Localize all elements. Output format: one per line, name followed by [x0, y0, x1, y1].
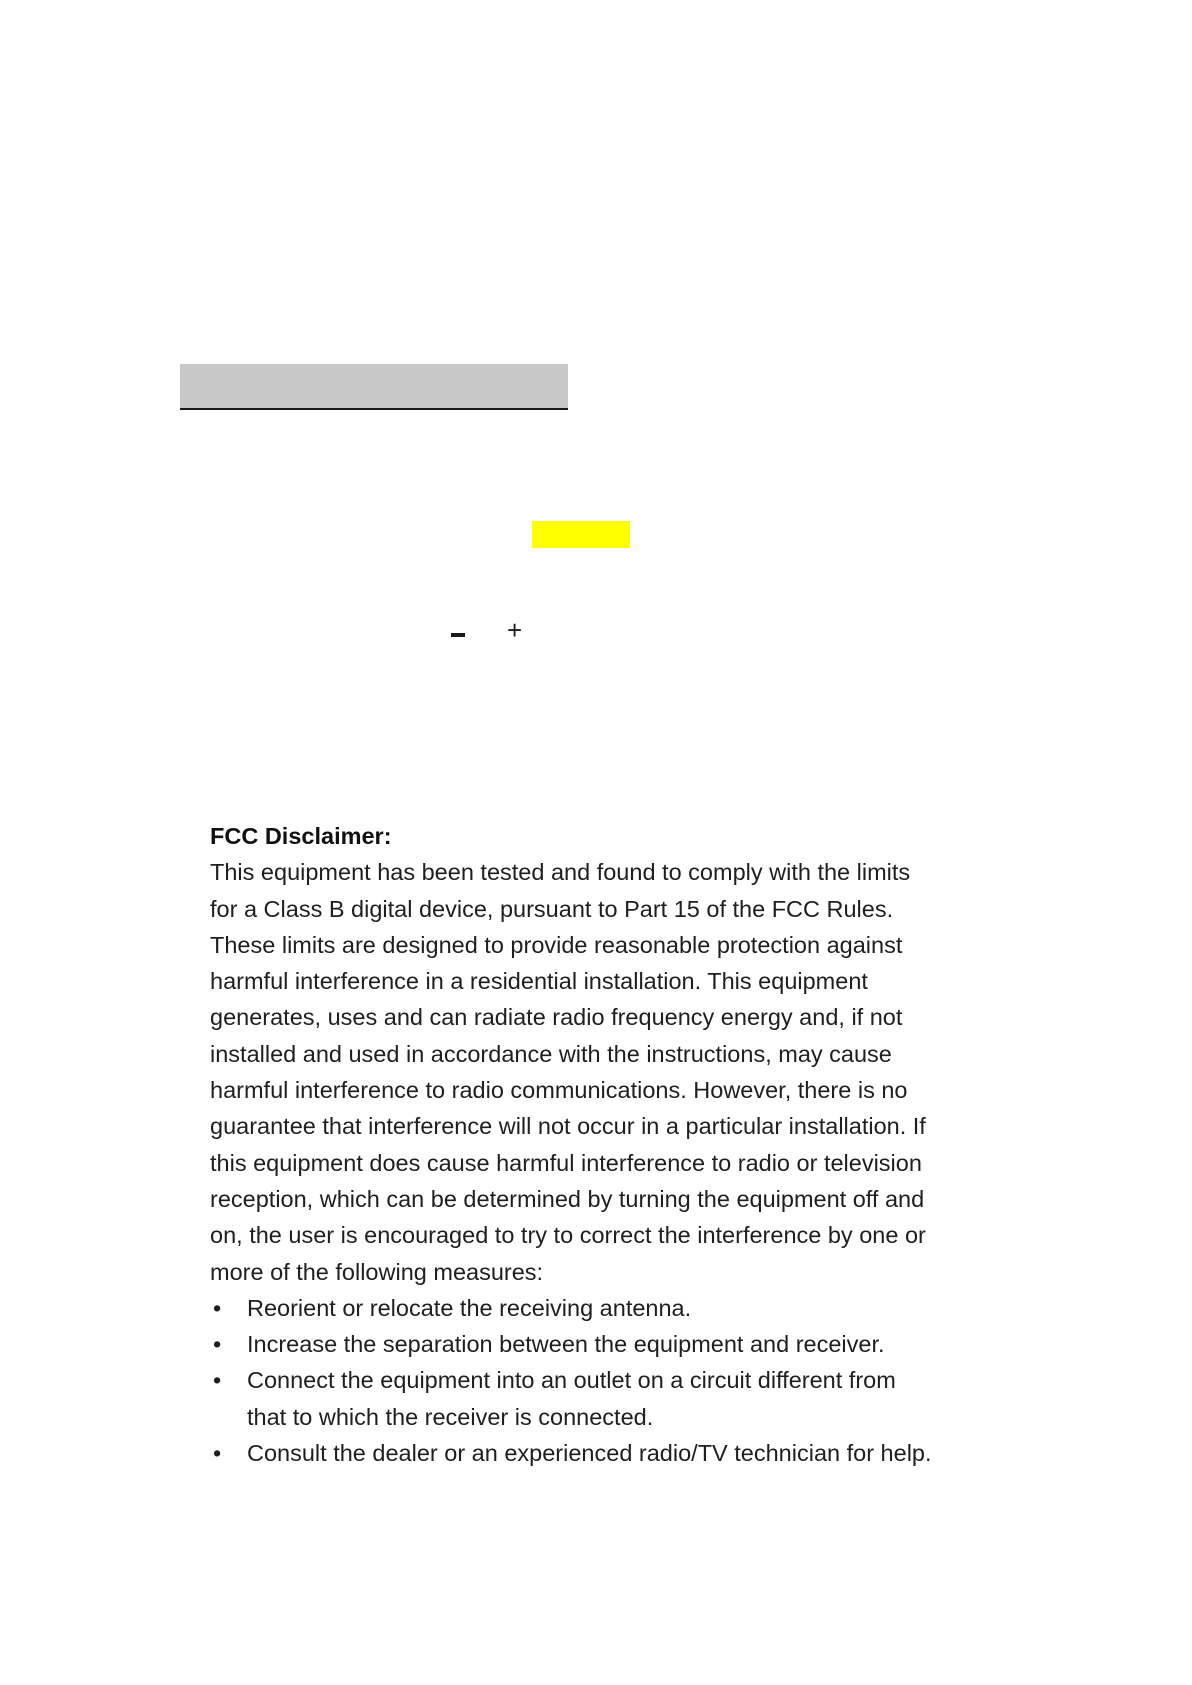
measure-text: Reorient or relocate the receiving antenna.: [247, 1294, 692, 1321]
fcc-line: on, the user is encouraged to try to correct the interference by one or: [210, 1222, 926, 1249]
gray-header-bar: [180, 364, 568, 410]
fcc-line: reception, which can be determined by turning the equipment off and: [210, 1185, 925, 1212]
fcc-line: harmful interference in a residential installation. This equipment: [210, 968, 868, 995]
measures-list: [210, 1290, 1010, 1471]
bullet-icon: •: [213, 1440, 222, 1467]
bullet-icon: •: [213, 1331, 222, 1358]
measure-text: Connect the equipment into an outlet on a circuit different from: [247, 1367, 896, 1394]
fcc-disclaimer: [210, 818, 1010, 1471]
fcc-line: generates, uses and can radiate radio frequency energy and, if not: [210, 1004, 903, 1031]
list-item: [210, 1290, 1010, 1326]
fcc-heading: FCC Disclaimer:: [210, 823, 392, 849]
fcc-paragraph: [210, 854, 1010, 1290]
list-item: [210, 1362, 1010, 1435]
measure-text: that to which the receiver is connected.: [247, 1403, 654, 1430]
fcc-line: These limits are designed to provide reasonable protection against: [210, 931, 903, 958]
bullet-icon: •: [213, 1294, 222, 1321]
fcc-line: guarantee that interference will not occur in a particular installation. If: [210, 1113, 926, 1140]
list-item: [210, 1435, 1010, 1471]
fcc-line: for a Class B digital device, pursuant to Part 15 of the FCC Rules.: [210, 895, 894, 922]
fcc-line: this equipment does cause harmful interference to radio or television: [210, 1149, 922, 1176]
list-item: [210, 1326, 1010, 1362]
bullet-icon: •: [213, 1367, 222, 1394]
yellow-highlight-block: [532, 521, 630, 548]
fcc-line: more of the following measures:: [210, 1258, 544, 1285]
measure-text: Increase the separation between the equipment and receiver.: [247, 1331, 885, 1358]
minus-icon: [451, 633, 465, 637]
fcc-line: installed and used in accordance with the instructions, may cause: [210, 1040, 892, 1067]
plus-icon: +: [507, 615, 523, 645]
fcc-line: harmful interference to radio communications. However, there is no: [210, 1077, 908, 1104]
measure-text: Consult the dealer or an experienced radio/TV technician for help.: [247, 1440, 932, 1467]
fcc-line: This equipment has been tested and found to comply with the limits: [210, 859, 911, 886]
